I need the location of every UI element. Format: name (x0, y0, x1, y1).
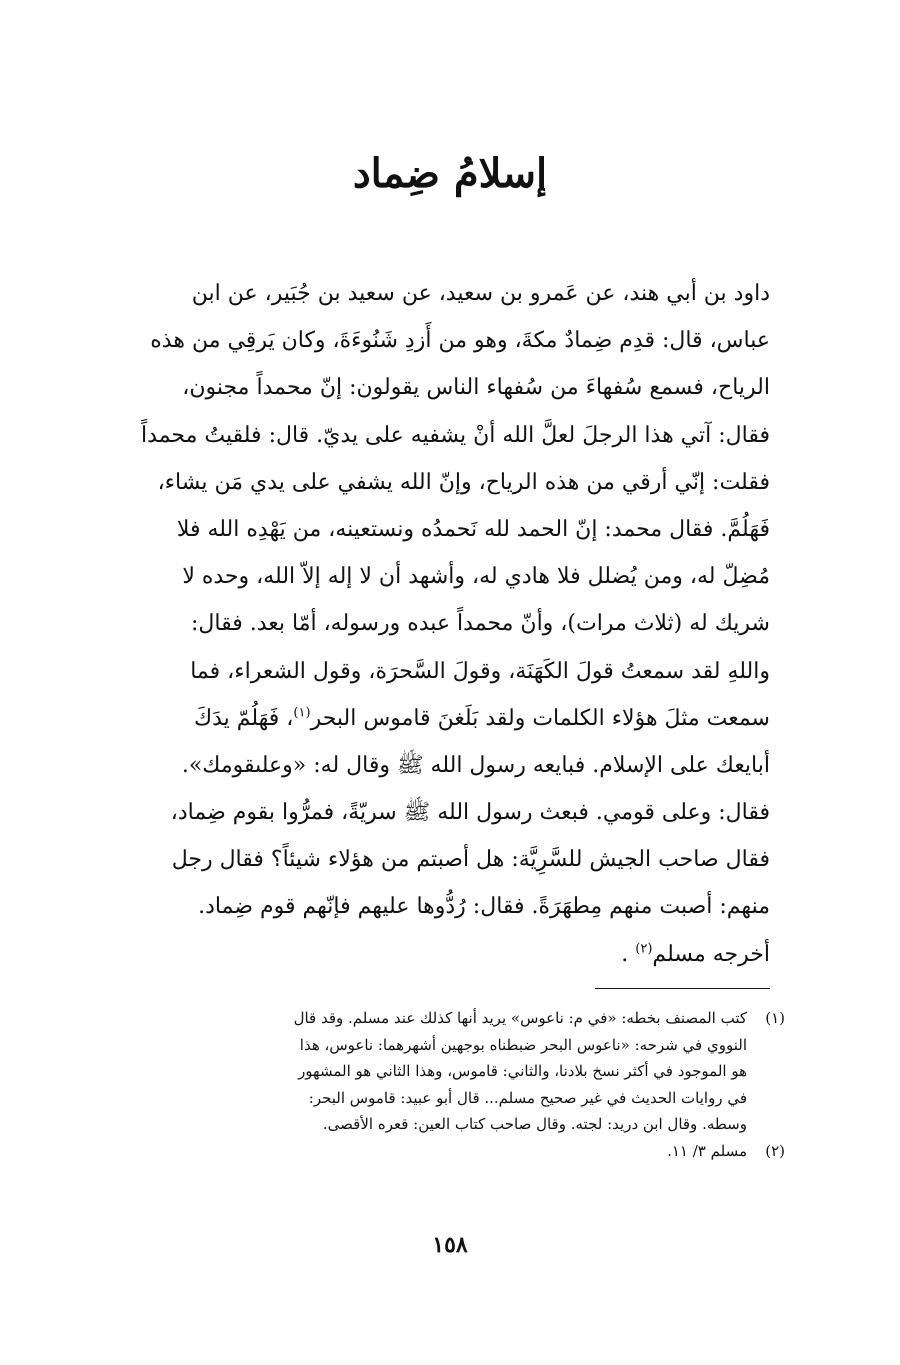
body-text (130, 270, 770, 978)
page-number: ١٥٨ (432, 1232, 468, 1258)
body-line-tail: ، فَهَلُمّ يدَكَ (193, 705, 294, 731)
body-line-text: أخرجه مسلم (652, 941, 770, 967)
body-line: مُضِلّ له، ومن يُضلل فلا هادي له، وأشهد أن لا إله إلاّ الله، وحده لا (182, 564, 770, 590)
footnote-2 (130, 1138, 785, 1165)
footnote-number: (٢) (765, 1141, 785, 1160)
body-line: منهم: أصبت منهم مِطهَرَةً. فقال: رُدُّوها عليهم فإنّهم قوم ضِماد. (198, 894, 770, 920)
footnote-line: هو الموجود في أكثر نسخ بلادنا، والثاني: قاموس، وهذا الثاني هو المشهور (298, 1062, 747, 1080)
chapter-title: إسلامُ ضِماد (352, 150, 548, 197)
body-line: أبايعك على الإسلام. فبايعه رسول الله ﷺ وقال له: «وعلىقومك». (181, 752, 770, 778)
body-line-tail: . (621, 941, 629, 967)
body-line-with-footnote (130, 695, 770, 742)
footnote-line: النووي في شرحه: «ناعوس البحر ضبطناه بوجهين أشهرهما: ناعوس، هذا (299, 1035, 747, 1054)
footnote-line: وسطه. وقال ابن دريد: لجته. وقال صاحب كتاب العين: قعره الأقصى. (322, 1115, 747, 1133)
body-line-text: سمعت مثلَ هؤلاء الكلمات ولقد بَلَغنَ قاموس البحر (310, 705, 770, 731)
footnote-line: في روايات الحديث في غير صحيح مسلم... قال أبو عبيد: قاموس البحر: (308, 1088, 747, 1107)
body-line-with-footnote (130, 931, 770, 978)
footnote-1 (130, 1005, 785, 1032)
footnote-line: كتب المصنف بخطه: «في م: ناعوس» يريد أنها كذلك عند مسلم. وقد قال (293, 1009, 747, 1027)
footnotes (130, 1005, 785, 1164)
body-line: الرياح، فسمع سُفهاءَ من سُفهاء الناس يقولون: إنّ محمداً مجنون، (182, 375, 770, 401)
footnote-ref-1: (١) (293, 705, 311, 721)
body-line: واللهِ لقد سمعتُ قولَ الكَهَنَة، وقولَ السَّحرَة، وقول الشعراء، فما (190, 658, 770, 684)
footnote-line: مسلم ٣/ ١١. (667, 1141, 747, 1160)
body-line: فَهَلُمَّ. فقال محمد: إنّ الحمد لله نَحمدُه ونستعينه، من يَهْدِه الله فلا (176, 516, 770, 542)
body-line: داود بن أبي هند، عن عَمرو بن سعيد، عن سعيد بن جُبَير، عن ابن (191, 281, 770, 306)
body-line: فقلت: إنّي أرقي من هذه الرياح، وإنّ الله يشفي على يدي مَن يشاء، (157, 469, 770, 495)
body-line: فقال: وعلى قومي. فبعث رسول الله ﷺ سريّةً، فمرُّوا بقوم ضِماد، (170, 800, 770, 826)
body-line: فقال صاحب الجيش للسَّرِيَّة: هل أصبتم من هؤلاء شيئاً؟ فقال رجل (171, 847, 770, 873)
body-line: شريك له (ثلاث مرات)، وأنّ محمداً عبده ورسوله، أمّا بعد. فقال: (190, 611, 770, 637)
body-line: عباس، قال: قدِم ضِمادٌ مكةَ، وهو من أَزدِ شَنُوءَةَ، وكان يَرقِي من هذه (150, 328, 770, 354)
footnote-separator (595, 988, 770, 989)
body-line: فقال: آتي هذا الرجلَ لعلَّ الله أنْ يشفيه على يديّ. قال: فلقيتُ محمداً (141, 422, 770, 448)
footnote-ref-2: (٢) (635, 941, 653, 957)
footnote-number: (١) (765, 1009, 785, 1027)
